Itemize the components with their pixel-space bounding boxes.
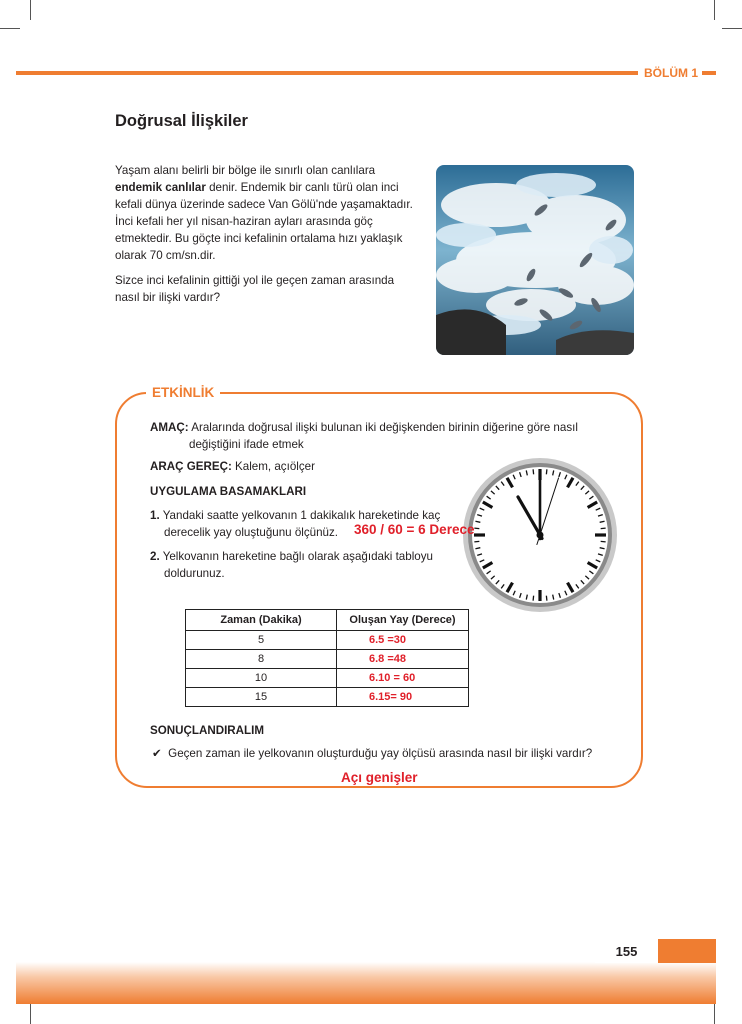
table-row xyxy=(186,631,469,650)
table-cell-answer[interactable]: 6.5 =30 xyxy=(337,631,469,650)
steps-heading: UYGULAMA BASAMAKLARI xyxy=(150,485,307,498)
table-row xyxy=(186,650,469,669)
crop-mark xyxy=(30,1004,31,1024)
table-cell-minutes: 8 xyxy=(186,650,337,669)
time-arc-table xyxy=(185,609,469,707)
clock-minute-tick xyxy=(601,528,606,529)
crop-mark xyxy=(714,1004,715,1024)
crop-mark xyxy=(722,28,742,29)
crop-mark xyxy=(30,0,31,20)
conclusion-heading: SONUÇLANDIRALIM xyxy=(150,724,264,737)
crop-mark xyxy=(714,0,715,20)
crop-mark xyxy=(0,28,20,29)
fish-migration-photo xyxy=(436,165,634,355)
tools-label: ARAÇ GEREÇ: xyxy=(150,460,232,473)
tools-line xyxy=(150,458,315,475)
intro-paragraph: Yaşam alanı belirli bir bölge ile sınırlı olan canlılara endemik canlılar denir. Endemik bir canlı türü olan inci kefali dünya üzerinde sadece Van Gölü'nde yaşamaktadır. İnci kefali her yıl nisan-haziran ayları arasında göç etmektedir. Bu göçte inci kefalinin ortalama hızı yaklaşık olarak 70 cm/sn.dir. xyxy=(115,164,413,262)
table-header-degrees: Oluşan Yay (Derece) xyxy=(337,610,469,631)
page-number: 155 xyxy=(595,939,658,963)
table-row xyxy=(186,688,469,707)
wall-clock xyxy=(460,457,620,617)
section-title: Doğrusal İlişkiler xyxy=(115,112,248,130)
clock-minute-tick xyxy=(474,541,479,542)
chapter-label: BÖLÜM 1 xyxy=(638,64,702,82)
clock-center xyxy=(537,532,544,539)
table-cell-answer[interactable]: 6.10 = 60 xyxy=(337,669,469,688)
conclusion-question-line xyxy=(152,745,592,762)
clock-minute-tick xyxy=(533,596,534,601)
footer-band xyxy=(16,962,716,1004)
table-header-row xyxy=(186,610,469,631)
step1-line1: 1. Yandaki saatte yelkovanın 1 dakikalık hareketinde kaç xyxy=(150,509,441,522)
aim-label: AMAÇ: xyxy=(150,421,189,434)
step1-answer: 360 / 60 = 6 Derece xyxy=(354,522,475,537)
table-cell-minutes: 15 xyxy=(186,688,337,707)
intro-question: Sizce inci kefalinin gittiği yol ile geçen zaman arasında nasıl bir ilişki vardır? xyxy=(115,274,395,304)
conclusion-question: Geçen zaman ile yelkovanın oluşturduğu yay ölçüsü arasında nasıl bir ilişki vardır? xyxy=(168,747,593,760)
table-row xyxy=(186,669,469,688)
table-cell-minutes: 10 xyxy=(186,669,337,688)
table-cell-answer[interactable]: 6.15= 90 xyxy=(337,688,469,707)
aim-text-continued: değiştiğini ifade etmek xyxy=(189,438,304,451)
clock-minute-tick xyxy=(546,469,547,474)
aim-line xyxy=(150,419,578,436)
tools-text: Kalem, açıölçer xyxy=(235,460,315,473)
clock-minute-tick xyxy=(546,596,547,601)
table-cell-answer[interactable]: 6.8 =48 xyxy=(337,650,469,669)
page-number-accent xyxy=(658,939,716,963)
table-header-minutes: Zaman (Dakika) xyxy=(186,610,337,631)
clock-minute-tick xyxy=(601,541,606,542)
clock-minute-tick xyxy=(533,469,534,474)
table-cell-minutes: 5 xyxy=(186,631,337,650)
endemic-term: endemik canlılar xyxy=(115,181,206,194)
conclusion-answer: Açı genişler xyxy=(341,770,418,785)
clock-minute-tick xyxy=(474,528,479,529)
step2-line2: doldurunuz. xyxy=(164,567,225,580)
step1-line2: derecelik yay oluştuğunu ölçünüz. xyxy=(164,526,339,539)
activity-title: ETKİNLİK xyxy=(146,383,220,403)
chapter-rule xyxy=(16,71,716,75)
step2-line1: 2. Yelkovanın hareketine bağlı olarak aşağıdaki tabloyu xyxy=(150,550,433,563)
checkmark-icon: ✔ xyxy=(152,747,162,760)
aim-text: Aralarında doğrusal ilişki bulunan iki değişkenden birinin diğerine göre nasıl xyxy=(191,421,578,434)
